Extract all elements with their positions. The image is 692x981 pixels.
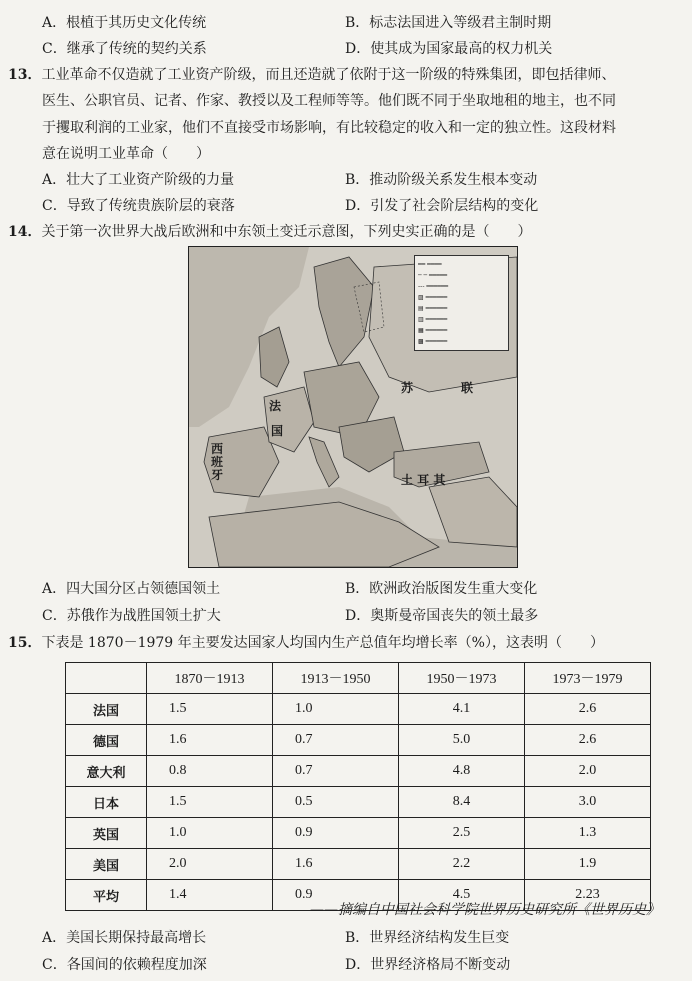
territory-map [188, 246, 518, 568]
map-label-spain: 西 班 牙 [211, 442, 224, 482]
table-cell: 1.0 [273, 694, 399, 725]
q13-stem-text: 工业革命不仅造就了工业资产阶级，而且还造就了依附于这一阶级的特殊集团，即包括律师、 [41, 67, 616, 83]
q13-option-c: C．导致了传统贵族阶层的衰落 [42, 198, 235, 214]
table-cell: 1.6 [273, 849, 399, 880]
table-cell-country: 意大利 [66, 756, 147, 787]
table-cell: 2.2 [399, 849, 525, 880]
q12-option-b: B．标志法国进入等级君主制时期 [345, 15, 552, 31]
table-cell-country: 日本 [66, 787, 147, 818]
table-row [66, 849, 651, 880]
q12-option-d: D．使其成为国家最高的权力机关 [345, 41, 553, 57]
table-cell: 0.9 [273, 880, 399, 911]
table-row [66, 787, 651, 818]
table-cell: 4.8 [399, 756, 525, 787]
table-cell: 4.5 [399, 880, 525, 911]
q13-option-b: B．推动阶级关系发生根本变动 [345, 172, 538, 188]
q12-option-c: C．继承了传统的契约关系 [42, 41, 207, 57]
table-cell: 1.4 [147, 880, 273, 911]
table-cell: 2.6 [525, 725, 651, 756]
table-cell: 2.6 [525, 694, 651, 725]
q15-number: 15． [8, 635, 42, 651]
table-source: ——摘编自中国社会科学院世界历史研究所《世界历史》 [310, 902, 660, 918]
q14-option-d: D．奥斯曼帝国丧失的领土最多 [345, 608, 539, 624]
table-header-cell: 1950－1973 [399, 663, 525, 694]
q15-option-d: D．世界经济格局不断变动 [345, 957, 511, 973]
q14-option-b: B．欧洲政治版图发生重大变化 [345, 581, 538, 597]
q15-stem [8, 632, 604, 652]
q13-option-a: A．壮大了工业资产阶级的力量 [42, 172, 235, 188]
map-label-fa: 法 [269, 399, 282, 413]
q13-option-d: D．引发了社会阶层结构的变化 [345, 198, 539, 214]
q15-stem-text: 下表是 1870－1979 年主要发达国家人均国内生产总值年均增长率（%），这表明（ ） [41, 635, 604, 651]
table-cell: 0.7 [273, 725, 399, 756]
table-cell: 0.9 [273, 818, 399, 849]
q14-number: 14． [8, 224, 42, 240]
table-cell: 0.7 [273, 756, 399, 787]
table-cell: 2.5 [399, 818, 525, 849]
table-row [66, 725, 651, 756]
table-cell: 4.1 [399, 694, 525, 725]
table-cell: 0.5 [273, 787, 399, 818]
table-cell: 3.0 [525, 787, 651, 818]
growth-table [65, 662, 651, 911]
map-label-su: 苏 [401, 381, 414, 395]
q14-option-c: C．苏俄作为战胜国领土扩大 [42, 608, 221, 624]
table-cell: 1.5 [147, 694, 273, 725]
table-cell: 0.8 [147, 756, 273, 787]
table-cell: 8.4 [399, 787, 525, 818]
q15-option-c: C．各国间的依赖程度加深 [42, 957, 207, 973]
table-cell: 1.9 [525, 849, 651, 880]
q14-stem [8, 221, 531, 241]
table-row [66, 818, 651, 849]
map-label-guo: 国 [271, 424, 284, 438]
q13-stem-line-3: 于攫取利润的工业家，他们不直接受市场影响，有比较稳定的收入和一定的独立性。这段材料 [42, 120, 616, 136]
table-cell: 5.0 [399, 725, 525, 756]
table-row [66, 756, 651, 787]
table-header-cell: 1973－1979 [525, 663, 651, 694]
q13-number: 13． [8, 67, 42, 83]
table-cell: 1.6 [147, 725, 273, 756]
table-row [66, 694, 651, 725]
table-cell: 1.0 [147, 818, 273, 849]
table-header-cell: 1870－1913 [147, 663, 273, 694]
table-cell: 1.3 [525, 818, 651, 849]
map-legend: ━━ ━━━━ ─ ─ ━━━━━ --- ━━━━━━ ▨ ━━━━━━ ▤ ━━━━━━ ▥ ━━━━━━ ▦ ━━━━━━ ▩ ━━━━━━ [414, 255, 509, 351]
table-header-row [66, 663, 651, 694]
table-cell: 2.23 [525, 880, 651, 911]
table-header-cell [66, 663, 147, 694]
q13-stem-line-2: 医生、公职官员、记者、作家、教授以及工程师等等。他们既不同于坐取地租的地主，也不同 [42, 93, 616, 109]
table-cell: 2.0 [525, 756, 651, 787]
table-cell-country: 美国 [66, 849, 147, 880]
q15-option-a: A．美国长期保持最高增长 [42, 930, 207, 946]
table-cell: 1.5 [147, 787, 273, 818]
table-cell-country: 德国 [66, 725, 147, 756]
q14-option-a: A．四大国分区占领德国领土 [42, 581, 221, 597]
q13-stem-line-4: 意在说明工业革命（ ） [42, 146, 210, 162]
map-label-lian: 联 [461, 381, 474, 395]
map-label-turkey: 土 耳 其 [401, 473, 446, 487]
table-header-cell: 1913－1950 [273, 663, 399, 694]
q13-stem-line-1 [8, 64, 615, 84]
table-cell-country: 法国 [66, 694, 147, 725]
table-cell: 2.0 [147, 849, 273, 880]
table-cell-country: 平均 [66, 880, 147, 911]
table-cell-country: 英国 [66, 818, 147, 849]
q12-option-a: A．根植于其历史文化传统 [42, 15, 207, 31]
q15-option-b: B．世界经济结构发生巨变 [345, 930, 510, 946]
q14-stem-text: 关于第一次世界大战后欧洲和中东领土变迁示意图，下列史实正确的是（ ） [41, 224, 532, 240]
